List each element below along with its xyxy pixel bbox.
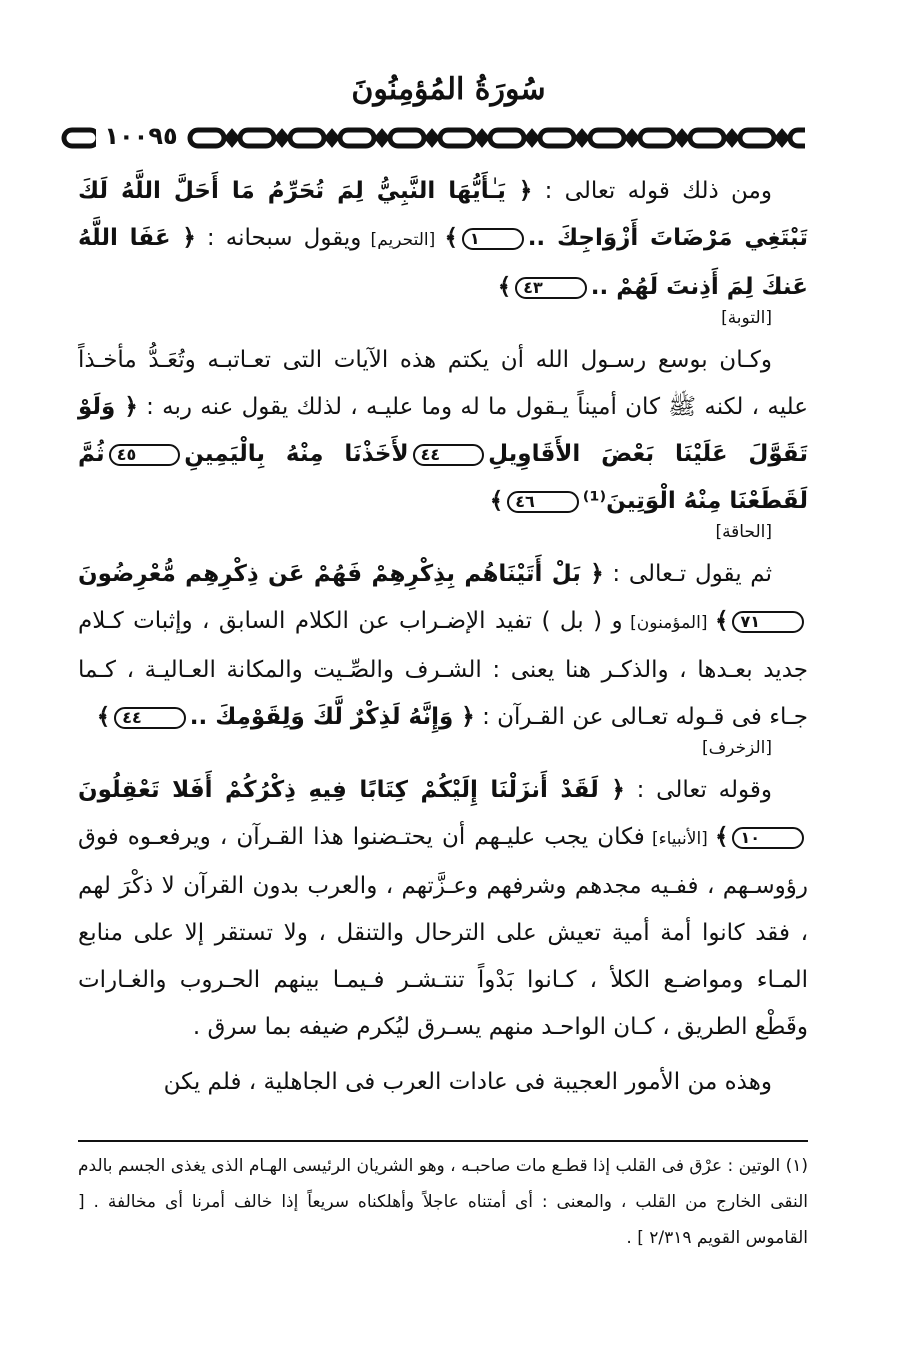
chain-diamond xyxy=(627,132,637,144)
chain-link xyxy=(640,130,674,146)
surah-source-tag: [الزخرف] xyxy=(701,738,772,758)
chain-diamond xyxy=(677,132,687,144)
chain-link xyxy=(390,130,424,146)
paragraph xyxy=(78,337,808,543)
chain-link xyxy=(240,130,274,146)
chain-diamond xyxy=(477,132,487,144)
chain-link xyxy=(64,130,98,146)
verse-number: ٧١ xyxy=(732,611,804,633)
chain-link xyxy=(690,130,724,146)
paragraph xyxy=(78,551,808,759)
quran-verse: ﴾ xyxy=(497,274,512,300)
verse-number: ٤٤ xyxy=(413,444,485,466)
chain-link xyxy=(190,130,224,146)
quran-verse: ﴾ xyxy=(714,824,729,850)
chain-link xyxy=(440,130,474,146)
paragraph-text: وكـان بوسع رسـول الله أن يكتم هذه الآيات التى تعـاتبـه وتُعَـدُّ مأخـذاً عليه ، لكنه ﷺ كان أميناً يـقول ما له وما عليـه ، لذلك يقول عنه ربه : xyxy=(78,347,808,420)
quran-verse: ﴾ xyxy=(444,225,458,251)
main-text xyxy=(78,168,808,1114)
surah-reference: [التحريم] xyxy=(361,230,445,250)
quran-verse: ﴾ xyxy=(489,488,504,514)
quran-verse: ﴿ وَإِنَّهُ لَذِكْرٌ لَّكَ وَلِقَوْمِكَ .. xyxy=(189,704,475,730)
chain-link xyxy=(740,130,774,146)
verse-number: ٤٦ xyxy=(507,491,579,513)
footnote-divider xyxy=(78,1140,808,1142)
quran-verse: ثُمَّ لَقَطَعْنَا مِنْهُ الْوَتِينَ⁽¹⁾ xyxy=(78,441,808,514)
paragraph-text: ومن ذلك قوله تعالى : xyxy=(532,178,772,204)
paragraph xyxy=(78,168,808,329)
chain-diamond xyxy=(377,132,387,144)
chain-diamond xyxy=(777,132,787,144)
chain-diamond xyxy=(277,132,287,144)
quran-verse: ﴾ xyxy=(96,704,111,730)
surah-reference: [المؤمنون] xyxy=(622,613,715,633)
surah-source-tag: [الحاقة] xyxy=(715,522,772,542)
quran-verse: ﴿ عَفَا اللَّهُ عَنكَ لِمَ أَذِنتَ لَهُمْ .. xyxy=(78,225,808,300)
verse-number: ٤٤ xyxy=(114,707,186,729)
chain-link xyxy=(490,130,524,146)
chain-link xyxy=(340,130,374,146)
chain-diamond xyxy=(427,132,437,144)
surah-source-tag: [التوبة] xyxy=(721,308,772,328)
paragraph xyxy=(78,1059,808,1106)
chain-link xyxy=(590,130,624,146)
surah-reference: [الأنبياء] xyxy=(644,829,715,849)
verse-number: ١ xyxy=(462,228,524,250)
chain-diamond xyxy=(327,132,337,144)
footnote: (١) الوتين : عرْق فى القلب إذا قطـع مات صاحبـه ، وهو الشريان الرئيسى الهـام الذى يغذى الجسم بالدم النقى الخارج من القلب ، والمعنى : أى أمتناه عاجلاً وأهلكناه سريعاً إذا خالف أمرنا أى مخالفة . [ القاموس القويم ٢/٣١٩ ] . xyxy=(78,1156,808,1248)
chain-link xyxy=(790,130,805,146)
verse-number: ٤٣ xyxy=(515,277,587,299)
chain-diamond xyxy=(727,132,737,144)
paragraph-text: ثم يقول تـعالى : xyxy=(603,561,772,587)
paragraph-text: و ( بل ) تفيد الإضـراب عن الكلام السابق ، وإثبات كـلام جديد بعـدها ، والذكـر هنا يعنى : الشـرف والصِّـيت والمكانة العـاليـة ، كـما جـاء فى قـوله تعـالى عن القـرآن : xyxy=(78,608,808,730)
quran-verse: ﴿ بَلْ أَتَيْنَاهُم بِذِكْرِهِمْ فَهُمْ عَن ذِكْرِهِم مُّعْرِضُونَ xyxy=(78,561,604,587)
paragraph-text: ويقول سبحانه : xyxy=(195,225,362,251)
verse-number: ١٠ xyxy=(732,827,804,849)
verse-number: ٤٥ xyxy=(109,444,181,466)
quran-verse: ﴿ وَلَوْ تَقَوَّلَ عَلَيْنَا بَعْضَ الأَقَاوِيلِ xyxy=(78,394,808,467)
paragraph xyxy=(78,767,808,1051)
page-number: ١٠٠٩٥ xyxy=(96,118,186,154)
chain-diamond xyxy=(227,132,237,144)
quran-verse: ﴾ xyxy=(714,608,729,634)
chain-diamond xyxy=(527,132,537,144)
surah-title: سُورَةُ المُؤمِنُونَ xyxy=(351,72,546,107)
quran-verse: ﴿ يَـٰأَيُّهَا النَّبِيُّ لِمَ تُحَرِّمُ مَا أَحَلَّ اللَّهُ لَكَ تَبْتَغِي مَرْضَاتَ أَزْوَاجِكَ .. xyxy=(78,178,809,251)
chain-link xyxy=(290,130,324,146)
chain-link xyxy=(540,130,574,146)
chain-diamond xyxy=(577,132,587,144)
paragraph-text: فكان يجب عليـهم أن يحتـضنوا هذا القـرآن ، ويرفعـوه فوق رؤوسـهم ، ففـيه مجدهم وشرفهم وعـزَّتهم ، والعرب بدون القرآن لا ذكْرَ لهم ، فقد كانوا أمة أمية تعيش على الترحال والتنقل ، ولا تستقر إلا على منابع المـاء ومواضـع الكلأ ، كـانوا بَدْواً تنتـشـر فـيمـا بينهم الحـروب والغـارات وقَطْع الطريق ، كـان الواحـد منهم يسـرق ليُكرم ضيفه بما سرق . xyxy=(78,824,808,1040)
paragraph-text: وقوله تعالى : xyxy=(624,777,772,803)
quran-verse: ﴿ لَقَدْ أَنزَلْنَا إِلَيْكُمْ كِتَابًا فِيهِ ذِكْرُكُمْ أَفَلا تَعْقِلُونَ xyxy=(78,777,625,803)
quran-verse: لأَخَذْنَا مِنْهُ بِالْيَمِينِ xyxy=(184,441,409,467)
paragraph-text: وهذه من الأمور العجيبة فى عادات العرب فى الجاهلية ، فلم يكن xyxy=(163,1069,772,1095)
